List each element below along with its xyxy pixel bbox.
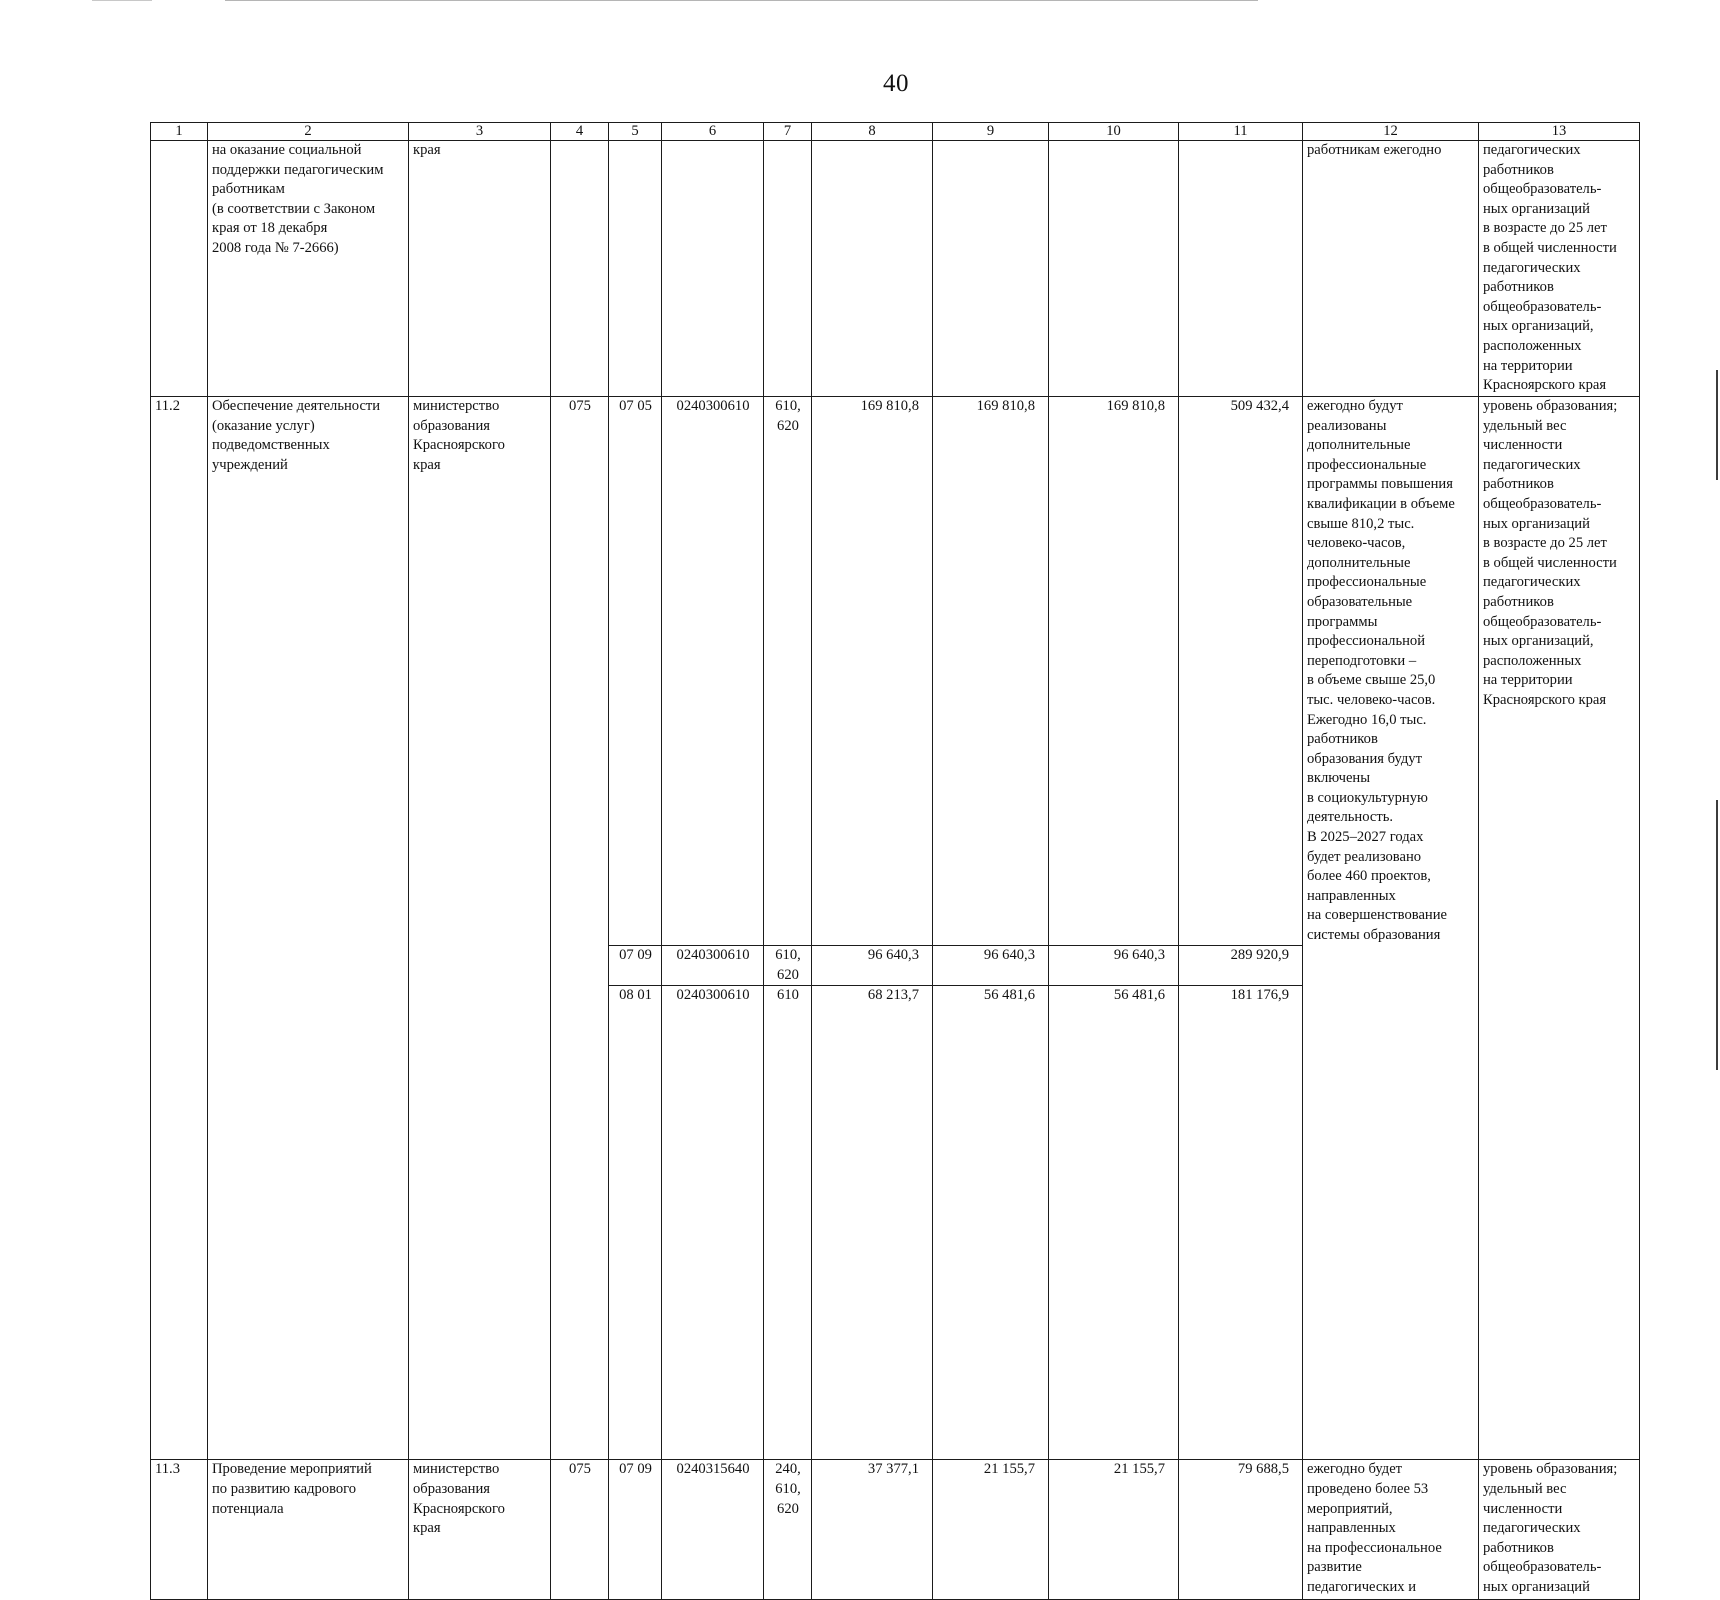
grbs-cell bbox=[551, 986, 609, 1460]
csr-cell: 0240300610 bbox=[662, 946, 764, 986]
table-row-continued bbox=[151, 141, 1640, 397]
vr-cell bbox=[764, 141, 812, 397]
col-number-2: 2 bbox=[208, 123, 409, 141]
csr-cell: 0240300610 bbox=[662, 397, 764, 946]
col-number-11: 11 bbox=[1179, 123, 1303, 141]
year2-cell: 56 481,6 bbox=[933, 986, 1049, 1460]
csr-cell: 0240300610 bbox=[662, 986, 764, 1460]
rzpr-cell: 07 05 bbox=[609, 397, 662, 946]
cell-num bbox=[151, 141, 208, 397]
activity-name-cell: на оказание социальной поддержки педагогическим работникам (в соответствии с Законом края от 18 декабря 2008 года № 7-2666) bbox=[208, 141, 409, 397]
year1-cell: 37 377,1 bbox=[812, 1460, 933, 1600]
scan-edge-mark bbox=[1716, 800, 1718, 1070]
vr-cell: 610 bbox=[764, 986, 812, 1460]
col-number-10: 10 bbox=[1049, 123, 1179, 141]
year3-cell: 21 155,7 bbox=[1049, 1460, 1179, 1600]
result-cell bbox=[1303, 986, 1479, 1460]
scan-artifact-short bbox=[92, 0, 152, 1]
total-cell: 181 176,9 bbox=[1179, 986, 1303, 1460]
indicator-cell: уровень образования; удельный вес численности педагогических работников общеобразователь- ных организаций в возрасте до 25 лет в общей численности педагогических работников общеобразователь- ных организаций, расположенных на территории Красноярского края bbox=[1479, 397, 1640, 946]
vr-cell: 610, 620 bbox=[764, 946, 812, 986]
col-number-8: 8 bbox=[812, 123, 933, 141]
year2-cell: 169 810,8 bbox=[933, 397, 1049, 946]
grbs-cell bbox=[551, 141, 609, 397]
csr-cell bbox=[662, 141, 764, 397]
executor-cell: министерство образования Красноярского края bbox=[409, 397, 551, 946]
total-cell: 509 432,4 bbox=[1179, 397, 1303, 946]
total-cell: 79 688,5 bbox=[1179, 1460, 1303, 1600]
table-row-11-2-line3 bbox=[151, 986, 1640, 1460]
activity-name-cell: Проведение мероприятий по развитию кадрового потенциала bbox=[208, 1460, 409, 1600]
grbs-cell: 075 bbox=[551, 397, 609, 946]
col-number-7: 7 bbox=[764, 123, 812, 141]
total-cell: 289 920,9 bbox=[1179, 946, 1303, 986]
rzpr-cell: 07 09 bbox=[609, 1460, 662, 1600]
result-cell: ежегодно будут реализованы дополнительные профессиональные программы повышения квалификации в объеме свыше 810,2 тыс. человеко-часов, дополнительные профессиональные образовательные программы профессиональной переподготовки – в объеме свыше 25,0 тыс. человеко-часов. Ежегодно 16,0 тыс. работников образования будут включены в социокультурную деятельность. В 2025–2027 годах будет реализовано более 460 проектов, направленных на совершенствование системы образования bbox=[1303, 397, 1479, 946]
year3-cell: 96 640,3 bbox=[1049, 946, 1179, 986]
rzpr-cell: 08 01 bbox=[609, 986, 662, 1460]
col-number-1: 1 bbox=[151, 123, 208, 141]
activity-name-cell: Обеспечение деятельности (оказание услуг) подведомственных учреждений bbox=[208, 397, 409, 946]
vr-cell: 610, 620 bbox=[764, 397, 812, 946]
row-number-cell: 11.2 bbox=[151, 397, 208, 946]
year1-cell bbox=[812, 141, 933, 397]
grbs-cell bbox=[551, 946, 609, 986]
vr-cell: 240, 610, 620 bbox=[764, 1460, 812, 1600]
year2-cell: 96 640,3 bbox=[933, 946, 1049, 986]
total-cell bbox=[1179, 141, 1303, 397]
rzpr-cell bbox=[609, 141, 662, 397]
col-number-13: 13 bbox=[1479, 123, 1640, 141]
column-numbers-row bbox=[151, 123, 1640, 141]
activity-name-cell bbox=[208, 946, 409, 986]
executor-cell: края bbox=[409, 141, 551, 397]
col-number-9: 9 bbox=[933, 123, 1049, 141]
table-row-11-2 bbox=[151, 397, 1640, 946]
year3-cell: 56 481,6 bbox=[1049, 986, 1179, 1460]
executor-cell: министерство образования Красноярского края bbox=[409, 1460, 551, 1600]
indicator-cell bbox=[1479, 946, 1640, 986]
rzpr-cell: 07 09 bbox=[609, 946, 662, 986]
scan-artifact-line bbox=[225, 0, 1258, 1]
col-number-3: 3 bbox=[409, 123, 551, 141]
year3-cell bbox=[1049, 141, 1179, 397]
row-number-cell: 11.3 bbox=[151, 1460, 208, 1600]
year1-cell: 169 810,8 bbox=[812, 397, 933, 946]
csr-cell: 0240315640 bbox=[662, 1460, 764, 1600]
row-number-cell bbox=[151, 946, 208, 986]
indicator-cell: уровень образования; удельный вес численности педагогических работников общеобразователь- ных организаций bbox=[1479, 1460, 1640, 1600]
row-number-cell bbox=[151, 986, 208, 1460]
result-cell: ежегодно будет проведено более 53 мероприятий, направленных на профессиональное развитие педагогических и bbox=[1303, 1460, 1479, 1600]
indicator-cell bbox=[1479, 986, 1640, 1460]
year2-cell bbox=[933, 141, 1049, 397]
grbs-cell: 075 bbox=[551, 1460, 609, 1600]
program-activities-table bbox=[150, 122, 1640, 1600]
activity-name-cell bbox=[208, 986, 409, 1460]
year1-cell: 68 213,7 bbox=[812, 986, 933, 1460]
executor-cell bbox=[409, 946, 551, 986]
year3-cell: 169 810,8 bbox=[1049, 397, 1179, 946]
indicator-cell: педагогических работников общеобразователь- ных организаций в возрасте до 25 лет в общей численности педагогических работников общеобразователь- ных организаций, расположенных на территории Красноярского края bbox=[1479, 141, 1640, 397]
year2-cell: 21 155,7 bbox=[933, 1460, 1049, 1600]
col-number-5: 5 bbox=[609, 123, 662, 141]
col-number-6: 6 bbox=[662, 123, 764, 141]
result-cell: работникам ежегодно bbox=[1303, 141, 1479, 397]
table-row-11-3 bbox=[151, 1460, 1640, 1600]
col-number-4: 4 bbox=[551, 123, 609, 141]
page-number: 40 bbox=[883, 70, 909, 97]
scan-edge-mark bbox=[1716, 370, 1718, 480]
col-number-12: 12 bbox=[1303, 123, 1479, 141]
year1-cell: 96 640,3 bbox=[812, 946, 933, 986]
table-row-11-2-line2 bbox=[151, 946, 1640, 986]
executor-cell bbox=[409, 986, 551, 1460]
result-cell bbox=[1303, 946, 1479, 986]
